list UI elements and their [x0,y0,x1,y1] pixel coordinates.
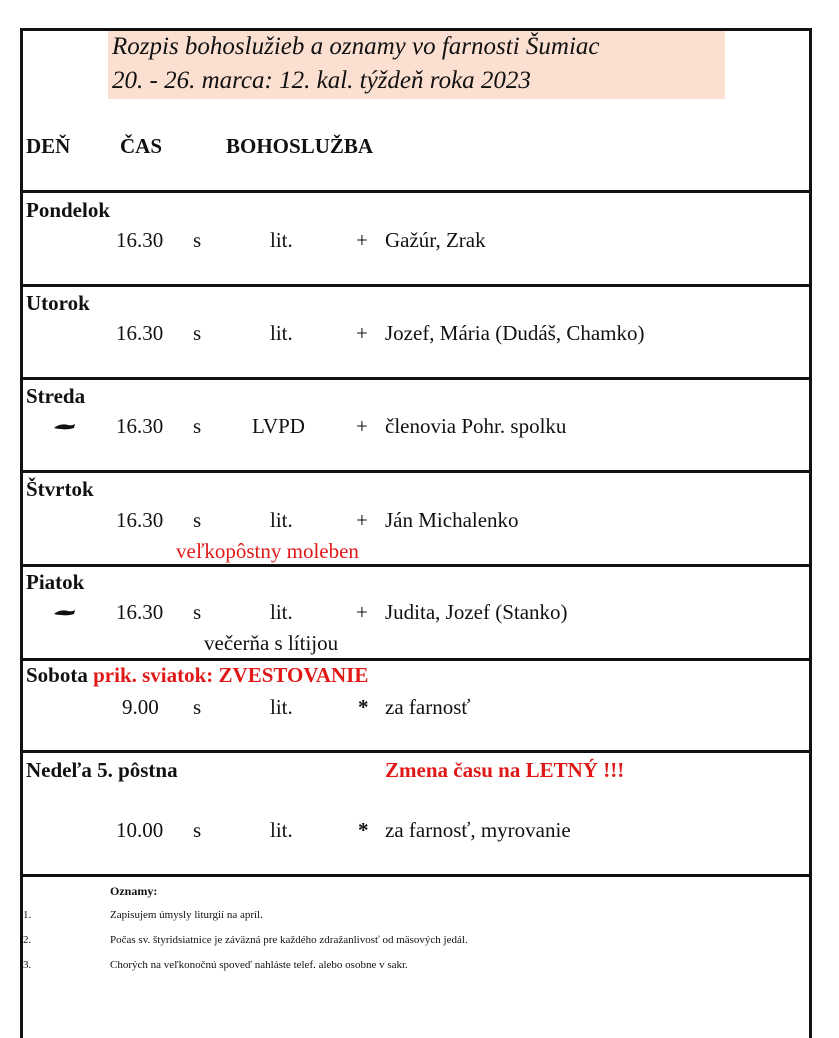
service-note: večerňa s lítijou [204,631,339,655]
service-intention: Judita, Jozef (Stanko) [385,600,568,624]
service-mark: + [356,508,368,532]
row-divider [20,564,812,567]
row-divider [20,377,812,380]
notice-number: 1. [23,909,32,921]
day-name: Piatok [26,570,85,594]
service-note: veľkopôstny moleben [176,539,359,563]
service-intention: za farnosť [385,695,471,719]
service-intention: za farnosť, myrovanie [385,818,571,842]
service-time: 16.30 [116,508,164,532]
feast-label: prik. sviatok: ZVESTOVANIE [93,663,369,687]
service-s: s [193,818,202,842]
day-name: Pondelok [26,198,111,222]
service-mark: * [358,695,369,719]
notice-text: Chorých na veľkonočnú spoveď nahláste telef. alebo osobne v sakr. [110,959,408,971]
service-s: s [193,600,202,624]
row-divider [20,874,812,877]
fish-fast-icon [52,420,76,432]
notice-number: 2. [23,934,32,946]
service-type: lit. [270,818,293,842]
service-intention: Gažúr, Zrak [385,228,486,252]
service-mark: + [356,228,368,252]
time-change-notice: Zmena času na LETNÝ !!! [385,758,625,782]
service-type: lit. [270,600,293,624]
notices-title: Oznamy: [110,884,158,898]
row-divider [20,750,812,753]
fish-fast-icon [52,606,76,618]
service-type: lit. [270,508,293,532]
service-mark: + [356,321,368,345]
service-time: 16.30 [116,228,164,252]
page-title: Rozpis bohoslužieb a oznamy vo farnosti Šumiac [112,33,600,60]
col-header-service: BOHOSLUŽBA [226,134,374,158]
day-name: Streda [26,384,86,408]
service-s: s [193,508,202,532]
day-name: Nedeľa 5. pôstna [26,758,178,782]
day-name [26,663,368,688]
day-name: Utorok [26,291,90,315]
service-type: LVPD [252,414,305,438]
notice-text: Zapisujem úmysly liturgií na apríl. [110,909,263,921]
service-s: s [193,228,202,252]
col-header-day: DEŇ [26,134,71,158]
service-time: 16.30 [116,600,164,624]
service-type: lit. [270,695,293,719]
row-divider [20,658,812,661]
service-time: 9.00 [122,695,159,719]
page-subtitle: 20. - 26. marca: 12. kal. týždeň roka 2023 [112,67,531,94]
service-time: 16.30 [116,414,164,438]
service-type: lit. [270,321,293,345]
service-s: s [193,321,202,345]
row-divider [20,470,812,473]
service-type: lit. [270,228,293,252]
service-intention: členovia Pohr. spolku [385,414,567,438]
col-header-time: ČAS [120,134,163,158]
notice-text: Počas sv. štyridsiatnice je záväzná pre každého zdražanlivosť od mäsových jedál. [110,934,468,946]
notice-number: 3. [23,959,32,971]
service-mark: * [358,818,369,842]
service-time: 16.30 [116,321,164,345]
service-mark: + [356,600,368,624]
row-divider [20,190,812,193]
service-s: s [193,695,202,719]
service-s: s [193,414,202,438]
day-name: Štvrtok [26,477,94,501]
day-name-label: Sobota [26,663,88,687]
row-divider [20,284,812,287]
service-intention: Jozef, Mária (Dudáš, Chamko) [385,321,645,345]
service-mark: + [356,414,368,438]
service-intention: Ján Michalenko [385,508,519,532]
service-time: 10.00 [116,818,164,842]
